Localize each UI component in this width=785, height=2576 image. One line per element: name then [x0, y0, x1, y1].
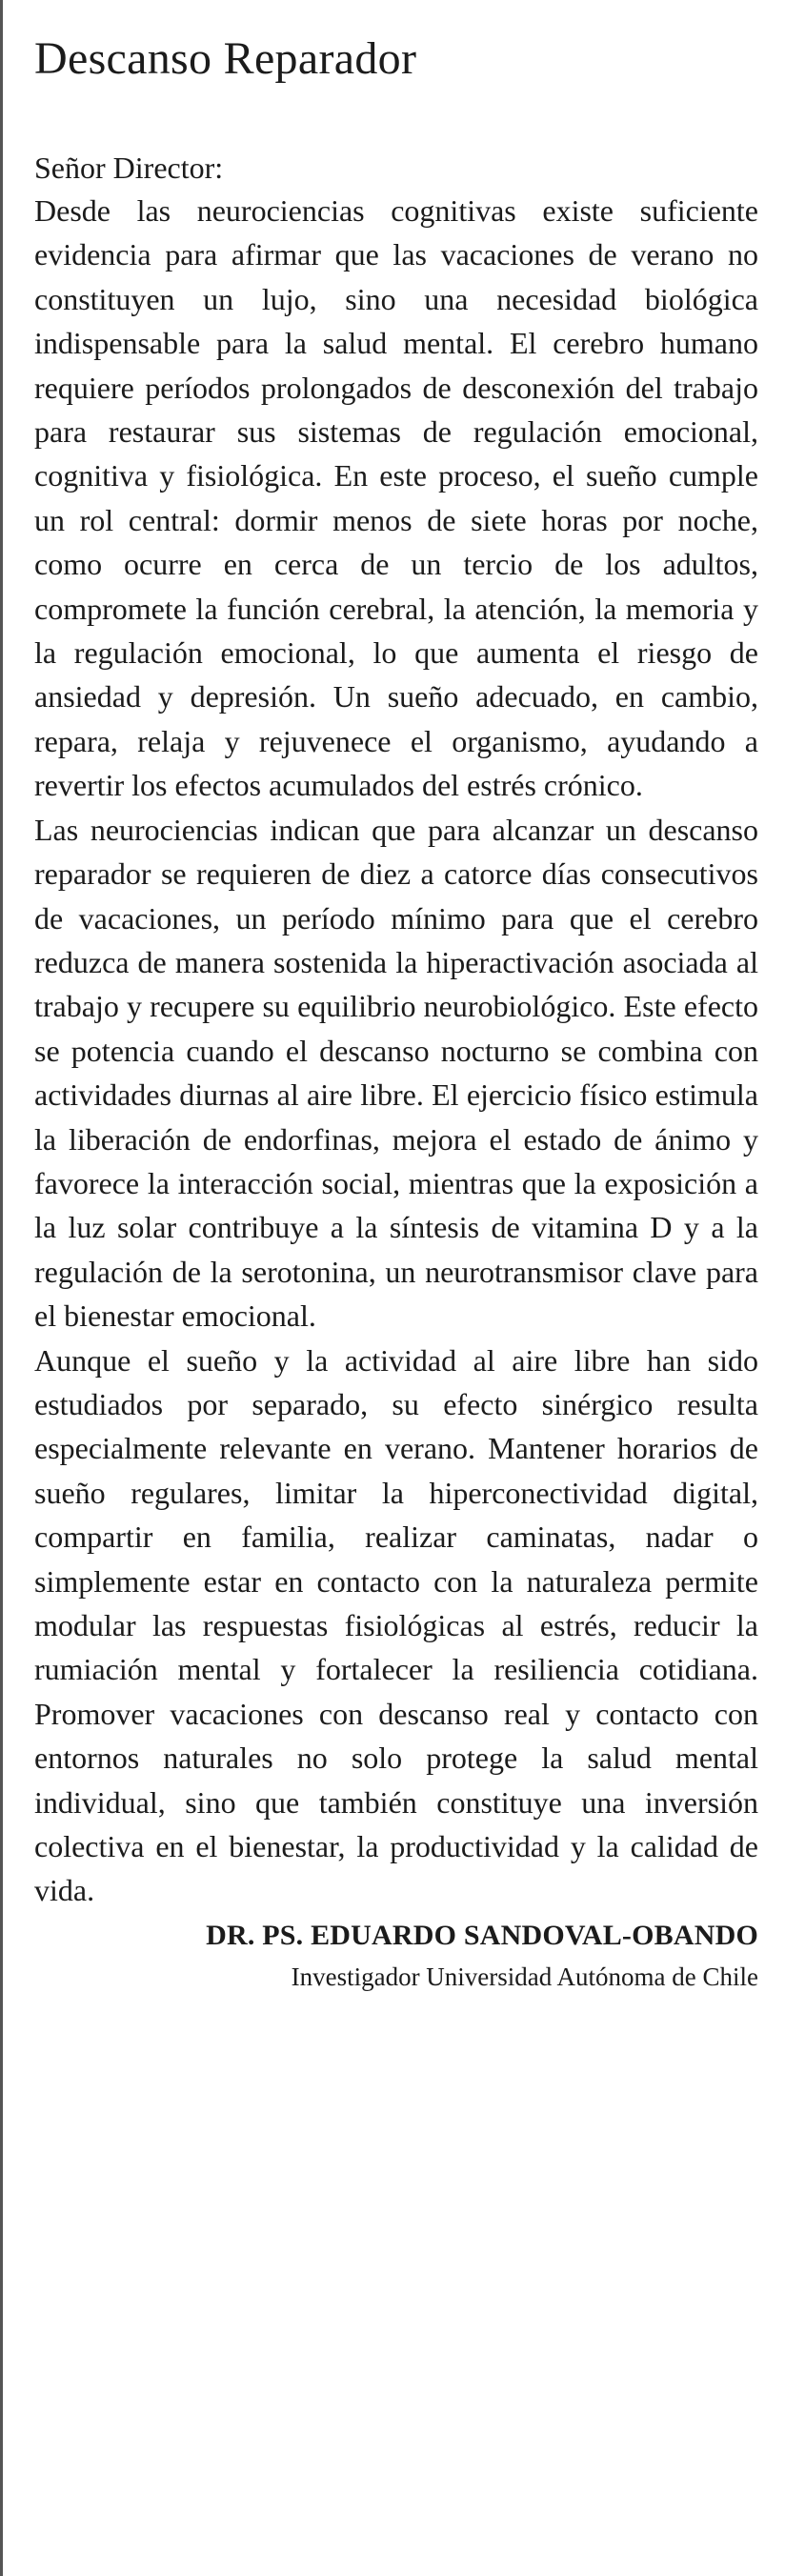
- column-rule: [0, 0, 3, 2576]
- article-title: Descanso Reparador: [34, 33, 417, 84]
- paragraph-1: Desde las neurociencias cognitivas existe suficiente evidencia para afirmar que las vacaciones de verano no constituyen un lujo, sino una necesidad biológica indispensable para la salud mental. El cerebro humano requiere períodos prolongados de desconexión del trabajo para restaurar sus sistemas de regulación emocional, cognitiva y fisiológica. En este proceso, el sueño cumple un rol central: dormir menos de siete horas por noche, como ocurre en cerca de un tercio de los adultos, compromete la función cerebral, la atención, la memoria y la regulación emocional, lo que aumenta el riesgo de ansiedad y depresión. Un sueño adecuado, en cambio, repara, relaja y rejuvenece el organismo, ayudando a revertir los efectos acumulados del estrés crónico.: [34, 193, 758, 803]
- author-affiliation: Investigador Universidad Autónoma de Chile: [291, 1962, 758, 1991]
- author-name: DR. PS. EDUARDO SANDOVAL-OBANDO: [206, 1919, 758, 1951]
- salutation: Señor Director:: [34, 151, 224, 185]
- paragraph-2: Las neurociencias indican que para alcanzar un descanso reparador se requieren de diez a catorce días consecutivos de vacaciones, un período mínimo para que el cerebro reduzca de manera sostenida la hiperactivación asociada al trabajo y recupere su equilibrio neurobiológico. Este efecto se potencia cuando el descanso nocturno se combina con actividades diurnas al aire libre. El ejercicio físico estimula la liberación de endorfinas, mejora el estado de ánimo y favorece la interacción social, mientras que la exposición a la luz solar contribuye a la síntesis de vitamina D y a la regulación de la serotonina, un neurotransmisor clave para el bienestar emocional.: [34, 812, 758, 1334]
- paragraph-3: Aunque el sueño y la actividad al aire libre han sido estudiados por separado, su efecto sinérgico resulta especialmente relevante en verano. Mantener horarios de sueño regulares, limitar la hiperconectividad digital, compartir en familia, realizar caminatas, nadar o simplemente estar en contacto con la naturaleza permite modular las respuestas fisiológicas al estrés, reducir la rumiación mental y fortalecer la resiliencia cotidiana. Promover vacaciones con descanso real y contacto con entornos naturales no solo protege la salud mental individual, sino que también constituye una inversión colectiva en el bienestar, la productividad y la calidad de vida.: [34, 1342, 758, 1908]
- signature-block: [34, 1917, 758, 1999]
- letter-article: [34, 0, 758, 1999]
